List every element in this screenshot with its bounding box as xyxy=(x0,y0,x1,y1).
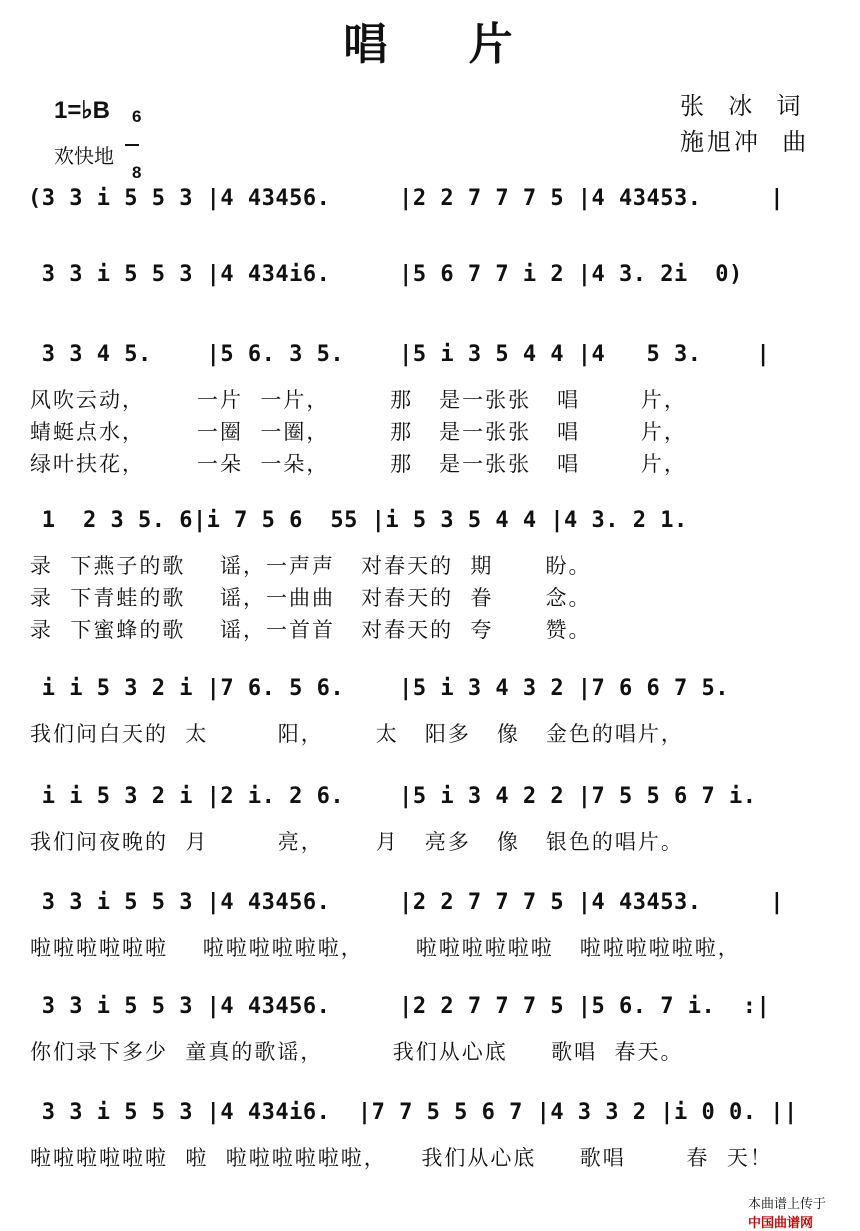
lyric-line-4-verse-1: 录 下燕子的歌 谣，一声声 对春天的 期 盼。 xyxy=(30,554,592,578)
notation-line-6: i i 5 3 2 i |2 i. 2 6. |5 i 3 4 2 2 |7 5 5 6 7 i. xyxy=(28,784,757,809)
time-signature-bottom: 8 xyxy=(131,163,142,182)
notation-line-5: i i 5 3 2 i |7 6. 5 6. |5 i 3 4 3 2 |7 6 6 7 5. xyxy=(28,676,757,701)
lyric-line-3-verse-3: 绿叶扶花， 一朵 一朵， 那 是一张张 唱 片， xyxy=(30,452,687,476)
lyric-line-3-verse-1: 风吹云动， 一片 一片， 那 是一张张 唱 片， xyxy=(30,388,687,412)
key-signature: 1=♭B xyxy=(54,97,111,124)
notation-line-8: 3 3 i 5 5 3 |4 43456. |2 2 7 7 7 5 |5 6. 7 i. :| xyxy=(28,994,771,1019)
lyric-line-8: 你们录下多少 童真的歌谣， 我们从心底 歌唱 春天。 xyxy=(30,1040,684,1064)
notation-line-2: 3 3 i 5 5 3 |4 434i6. |5 6 7 7 i 2 |4 3. 2i 0) xyxy=(28,262,743,287)
notation-line-7: 3 3 i 5 5 3 |4 43456. |2 2 7 7 7 5 |4 43453. | xyxy=(28,890,784,915)
lyric-line-7: 啦啦啦啦啦啦 啦啦啦啦啦啦， 啦啦啦啦啦啦 啦啦啦啦啦啦， xyxy=(30,936,741,960)
song-title: 唱 片 xyxy=(343,19,517,70)
site-logo: 中国曲谱网 xyxy=(747,1216,813,1231)
lyric-line-3-verse-2: 蜻蜓点水， 一圈 一圈， 那 是一张张 唱 片， xyxy=(30,420,687,444)
notation-line-9: 3 3 i 5 5 3 |4 434i6. |7 7 5 5 6 7 |4 3 3 2 |i 0 0. || xyxy=(28,1100,798,1125)
notation-line-3: 3 3 4 5. |5 6. 3 5. |5 i 3 5 4 4 |4 5 3. | xyxy=(28,342,771,367)
lyric-line-9: 啦啦啦啦啦啦 啦 啦啦啦啦啦啦， 我们从心底 歌唱 春 天！ xyxy=(30,1146,773,1170)
footer-credit xyxy=(740,1178,826,1231)
lyric-line-4-verse-3: 录 下蜜蜂的歌 谣，一首首 对春天的 夸 赞。 xyxy=(30,618,592,642)
time-signature-bar xyxy=(125,144,139,146)
lyricist-credit: 张 冰 词 xyxy=(680,92,804,120)
time-signature xyxy=(122,90,142,182)
lyric-line-6: 我们问夜晚的 月 亮， 月 亮多 像 银色的唱片。 xyxy=(30,830,684,854)
tempo-marking: 欢快地 xyxy=(54,144,114,168)
footer-upload-text: 本曲谱上传于 xyxy=(747,1197,826,1212)
time-signature-top: 6 xyxy=(131,107,142,126)
lyric-line-4-verse-2: 录 下青蛙的歌 谣，一曲曲 对春天的 眷 念。 xyxy=(30,586,592,610)
notation-line-1: (3 3 i 5 5 3 |4 43456. |2 2 7 7 7 5 |4 43453. | xyxy=(28,186,784,211)
notation-line-4: 1 2 3 5. 6|i 7 5 6 55 |i 5 3 5 4 4 |4 3. 2 1. xyxy=(28,508,730,533)
composer-credit: 施旭冲 曲 xyxy=(680,128,810,156)
lyric-line-5: 我们问白天的 太 阳， 太 阳多 像 金色的唱片， xyxy=(30,722,684,746)
